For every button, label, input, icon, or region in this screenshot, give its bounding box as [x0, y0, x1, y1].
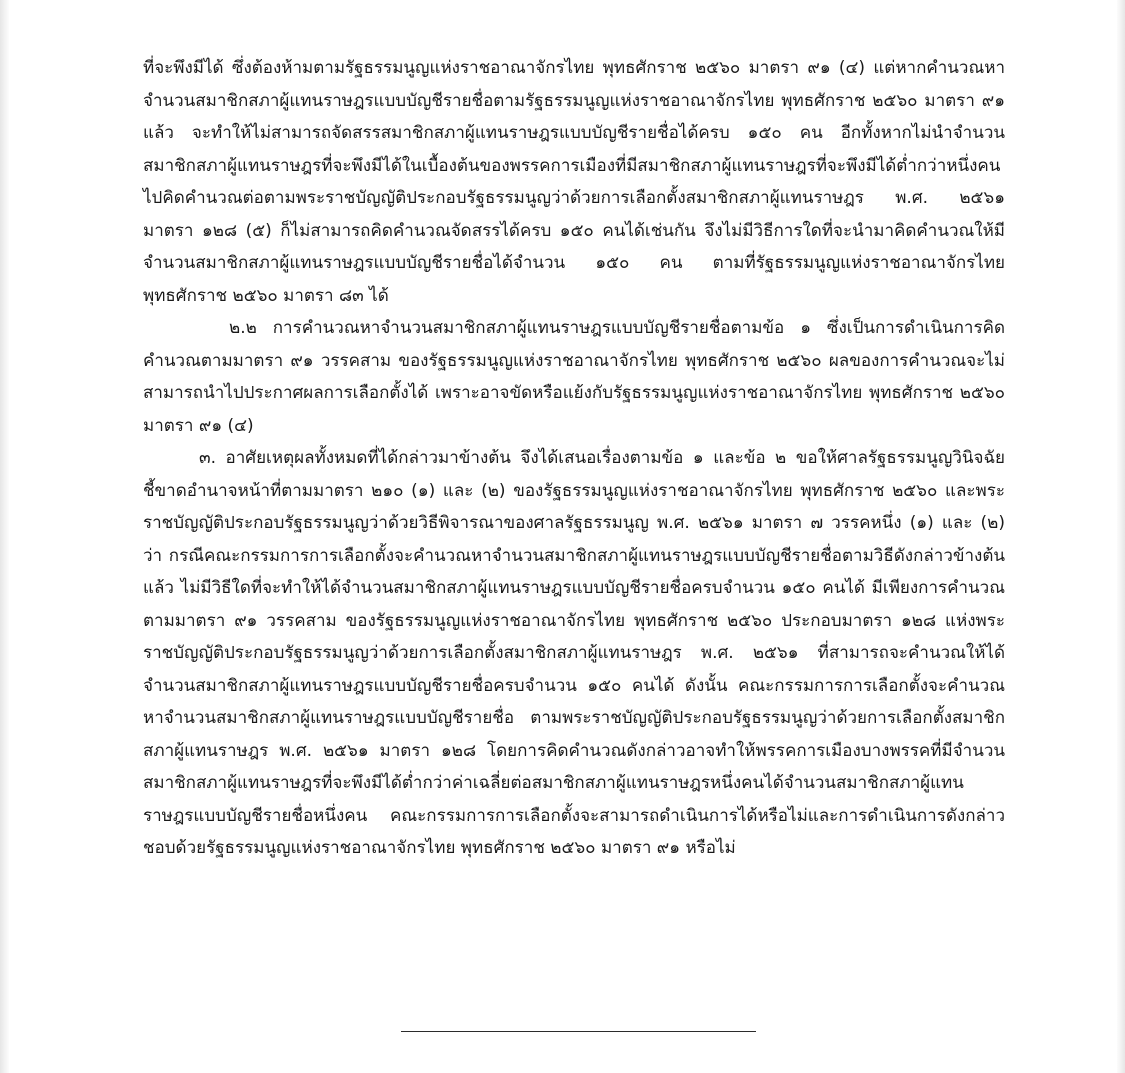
page-shadow-left: [0, 0, 9, 1073]
paragraph-continuation: ที่จะพึงมีได้ ซึ่งต้องห้ามตามรัฐธรรมนูญแห่งราชอาณาจักรไทย พุทธศักราช ๒๕๖๐ มาตรา ๙๑ (๔) แต่หากคำนวณหาจำนวนสมาชิกสภาผู้แทนราษฎรแบบบัญชีรายชื่อตามรัฐธรรมนูญแห่งราชอาณาจักรไทย พุทธศักราช ๒๕๖๐ มาตรา ๙๑ แล้ว จะทำให้ไม่สามารถจัดสรรสมาชิกสภาผู้แทนราษฎรแบบบัญชีรายชื่อได้ครบ ๑๕๐ คน อีกทั้งหากไม่นำจำนวนสมาชิกสภาผู้แทนราษฎรที่จะพึงมีได้ในเบื้องต้นของพรรคการเมืองที่มีสมาชิกสภาผู้แทนราษฎรที่จะพึงมีได้ต่ำกว่าหนึ่งคนไปคิดคำนวณต่อตามพระราชบัญญัติประกอบรัฐธรรมนูญว่าด้วยการเลือกตั้งสมาชิกสภาผู้แทนราษฎร พ.ศ. ๒๕๖๑ มาตรา ๑๒๘ (๕) ก็ไม่สามารถคิดคำนวณจัดสรรได้ครบ ๑๕๐ คนได้เช่นกัน จึงไม่มีวิธีการใดที่จะนำมาคิดคำนวณให้มีจำนวนสมาชิกสภาผู้แทนราษฎรแบบบัญชีรายชื่อได้จำนวน ๑๕๐ คน ตามที่รัฐธรรมนูญแห่งราชอาณาจักรไทย พุทธศักราช ๒๕๖๐ มาตรา ๘๓ ได้: [143, 58, 1005, 306]
paragraph-item-2-2: ๒.๒ การคำนวณหาจำนวนสมาชิกสภาผู้แทนราษฎรแบบบัญชีรายชื่อตามข้อ ๑ ซึ่งเป็นการดำเนินการคิดคำนวณตามมาตรา ๙๑ วรรคสาม ของรัฐธรรมนูญแห่งราชอาณาจักรไทย พุทธศักราช ๒๕๖๐ ผลของการคำนวณจะไม่สามารถนำไปประกาศผลการเลือกตั้งได้ เพราะอาจขัดหรือแย้งกับรัฐธรรมนูญแห่งราชอาณาจักรไทย พุทธศักราช ๒๕๖๐ มาตรา ๙๑ (๔): [143, 318, 1005, 436]
paragraph-item-3: ๓. อาศัยเหตุผลทั้งหมดที่ได้กล่าวมาข้างต้น จึงได้เสนอเรื่องตามข้อ ๑ และข้อ ๒ ขอให้ศาลรัฐธรรมนูญวินิจฉัยชี้ขาดอำนาจหน้าที่ตามมาตรา ๒๑๐ (๑) และ (๒) ของรัฐธรรมนูญแห่งราชอาณาจักรไทย พุทธศักราช ๒๕๖๐ และพระราชบัญญัติประกอบรัฐธรรมนูญว่าด้วยวิธีพิจารณาของศาลรัฐธรรมนูญ พ.ศ. ๒๕๖๑ มาตรา ๗ วรรคหนึ่ง (๑) และ (๒) ว่า กรณีคณะกรรมการการเลือกตั้งจะคำนวณหาจำนวนสมาชิกสภาผู้แทนราษฎรแบบบัญชีรายชื่อตามวิธีดังกล่าวข้างต้นแล้ว ไม่มีวิธีใดที่จะทำให้ได้จำนวนสมาชิกสภาผู้แทนราษฎรแบบบัญชีรายชื่อครบจำนวน ๑๕๐ คนได้ มีเพียงการคำนวณตามมาตรา ๙๑ วรรคสาม ของรัฐธรรมนูญแห่งราชอาณาจักรไทย พุทธศักราช ๒๕๖๐ ประกอบมาตรา ๑๒๘ แห่งพระราชบัญญัติประกอบรัฐธรรมนูญว่าด้วยการเลือกตั้งสมาชิกสภาผู้แทนราษฎร พ.ศ. ๒๕๖๑ ที่สามารถจะคำนวณให้ได้จำนวนสมาชิกสภาผู้แทนราษฎรแบบบัญชีรายชื่อครบจำนวน ๑๕๐ คนได้ ดังนั้น คณะกรรมการการเลือกตั้งจะคำนวณหาจำนวนสมาชิกสภาผู้แทนราษฎรแบบบัญชีรายชื่อ ตามพระราชบัญญัติประกอบรัฐธรรมนูญว่าด้วยการเลือกตั้งสมาชิกสภาผู้แทนราษฎร พ.ศ. ๒๕๖๑ มาตรา ๑๒๘ โดยการคิดคำนวณดังกล่าวอาจทำให้พรรคการเมืองบางพรรคที่มีจำนวนสมาชิกสภาผู้แทนราษฎรที่จะพึงมีได้ต่ำกว่าค่าเฉลี่ยต่อสมาชิกสภาผู้แทนราษฎรหนึ่งคนได้จำนวนสมาชิกสภาผู้แทนราษฎรแบบบัญชีรายชื่อหนึ่งคน คณะกรรมการการเลือกตั้งจะสามารถดำเนินการได้หรือไม่และการดำเนินการดังกล่าวชอบด้วยรัฐธรรมนูญแห่งราชอาณาจักรไทย พุทธศักราช ๒๕๖๐ มาตรา ๙๑ หรือไม่: [143, 448, 1005, 858]
page-body: [143, 52, 1005, 865]
page-shadow-right: [1117, 0, 1125, 1073]
document-page: [9, 0, 1117, 1073]
footnote-separator-line: [401, 1031, 756, 1032]
